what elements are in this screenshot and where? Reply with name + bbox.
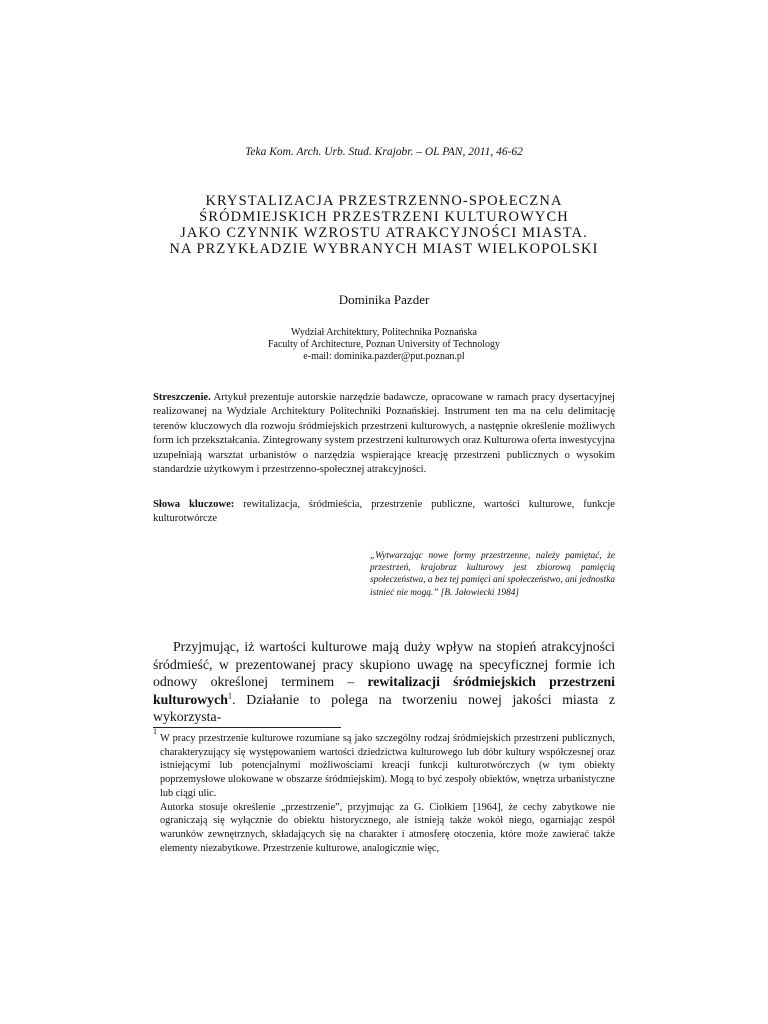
abstract	[153, 391, 615, 477]
author-affiliation	[0, 327, 768, 363]
affiliation-line-pl: Wydział Architektury, Politechnika Poznańska	[291, 327, 477, 338]
epigraph-quote: „Wytwarzając nowe formy przestrzenne, należy pamiętać, że przestrzeń, krajobraz kulturowy jest zbiorową pamięcią społeczeństwa, a bez tej pamięci ani społeczeństwo, ani jednostka istnieć nie mogą.” [B. Jałowiecki 1984]	[370, 551, 615, 598]
footnote-paragraph: W pracy przestrzenie kulturowe rozumiane są jako szczególny rodzaj śródmiejskich przestrzeni publicznych, charakteryzujący się występowaniem wartości dziedzictwa kulturowego lub dóbr kultury współczesnej oraz istniejącymi lub potencjalnymi możliwościami kreacji funkcji kulturotwórczych (w tym obiekty poprzemysłowe ulokowane w obszarze śródmiejskim). Mogą to być zespoły obiektów, wnętrza urbanistyczne lub ciągi ulic.	[160, 733, 615, 799]
footnote: 1 W pracy przestrzenie kulturowe rozumiane są jako szczególny rodzaj śródmiejskich przestrzeni publicznych, charakteryzujący się występowaniem wartości dziedzictwa kulturowego lub dóbr kultury współczesnej oraz istniejącymi lub potencjalnymi możliwościami kreacji funkcji kulturotwórczych (w tym obiekty poprzemysłowe ulokowane w obszarze śródmiejskim). Mogą to być zespoły obiektów, wnętrza urbanistyczne lub ciągi ulic. Autorka stosuje określenie „przestrzenie”, przyjmując za G. Ciołkiem [1964], że cechy zabytkowe nie ograniczają się wyłącznie do obiektu historycznego, ale istnieją także wokół niego, ogarniając zespół warunków zewnętrznych, składających się na charakter i atmosferę otoczenia, które może zawierać także elementy niezabytkowe. Przestrzenie kulturowe, analogicznie więc,	[153, 727, 615, 854]
keywords-text: rewitalizacja, śródmieścia, przestrzenie publiczne, wartości kulturowe, funkcje kulturotwórcze	[153, 499, 615, 525]
footnote-reference[interactable]: 1	[227, 690, 233, 701]
affiliation-line-en: Faculty of Architecture, Poznan University of Technology	[267, 339, 501, 350]
title-line: KRYSTALIZACJA PRZESTRZENNO-SPOŁECZNA	[205, 193, 563, 209]
footnote-divider	[153, 727, 341, 728]
title-line: NA PRZYKŁADZIE WYBRANYCH MIAST WIELKOPOLSKI	[169, 241, 599, 257]
journal-citation: Teka Kom. Arch. Urb. Stud. Krajobr. – OL PAN, 2011, 46-62	[245, 146, 523, 158]
footnote-paragraph: Autorka stosuje określenie „przestrzenie”, przyjmując za G. Ciołkiem [1964], że cechy zabytkowe nie ograniczają się wyłącznie do obiektu historycznego, ale istnieją także wokół niego, ogarniając zespół warunków zewnętrznych, składających się na charakter i atmosferę otoczenia, które może zawierać także elementy niezabytkowe. Przestrzenie kulturowe, analogicznie więc,	[160, 801, 615, 854]
body-text-part2: . Działanie to polega na tworzeniu nowej jakości miasta z wykorzysta-	[153, 691, 615, 725]
keywords	[153, 498, 615, 527]
abstract-text: Artykuł prezentuje autorskie narzędzie badawcze, opracowane w ramach pracy dysertacyjnej realizowanej na Wydziale Architektury Politechniki Poznańskiej. Instrument ten ma na celu delimitację terenów kluczowych dla rozwoju śródmiejskich przestrzeni kulturowych, a następnie określenie możliwych form ich przekształcania. Zintegrowany system przestrzeni kulturowych oraz Kulturowa oferta inwestycyjna uzupełniają warsztat urbanistów o narzędzia wspierające kreację przestrzeni publicznych o wysokim standardzie użytkowym i przestrzenno-społecznej atrakcyjności.	[153, 392, 615, 476]
body-paragraph	[153, 638, 615, 726]
author-email: e-mail: dominika.pazder@put.poznan.pl	[303, 351, 465, 362]
abstract-label: Streszczenie.	[153, 392, 211, 403]
body-text-part1: Przyjmując, iż wartości kulturowe mają duży wpływ na stopień atrakcyjności śródmieść, w prezentowanej pracy skupiono uwagę na specyficznej formie ich odnowy określonej terminem –	[153, 639, 615, 690]
article-title	[0, 193, 768, 257]
keywords-label: Słowa kluczowe:	[153, 499, 235, 510]
body-emphasis: rewitalizacji śródmiejskich przestrzeni kulturowych	[153, 674, 615, 707]
title-line: JAKO CZYNNIK WZROSTU ATRAKCYJNOŚCI MIASTA.	[180, 225, 588, 241]
title-line: ŚRÓDMIEJSKICH PRZESTRZENI KULTUROWYCH	[199, 209, 569, 225]
author-name: Dominika Pazder	[338, 292, 430, 307]
